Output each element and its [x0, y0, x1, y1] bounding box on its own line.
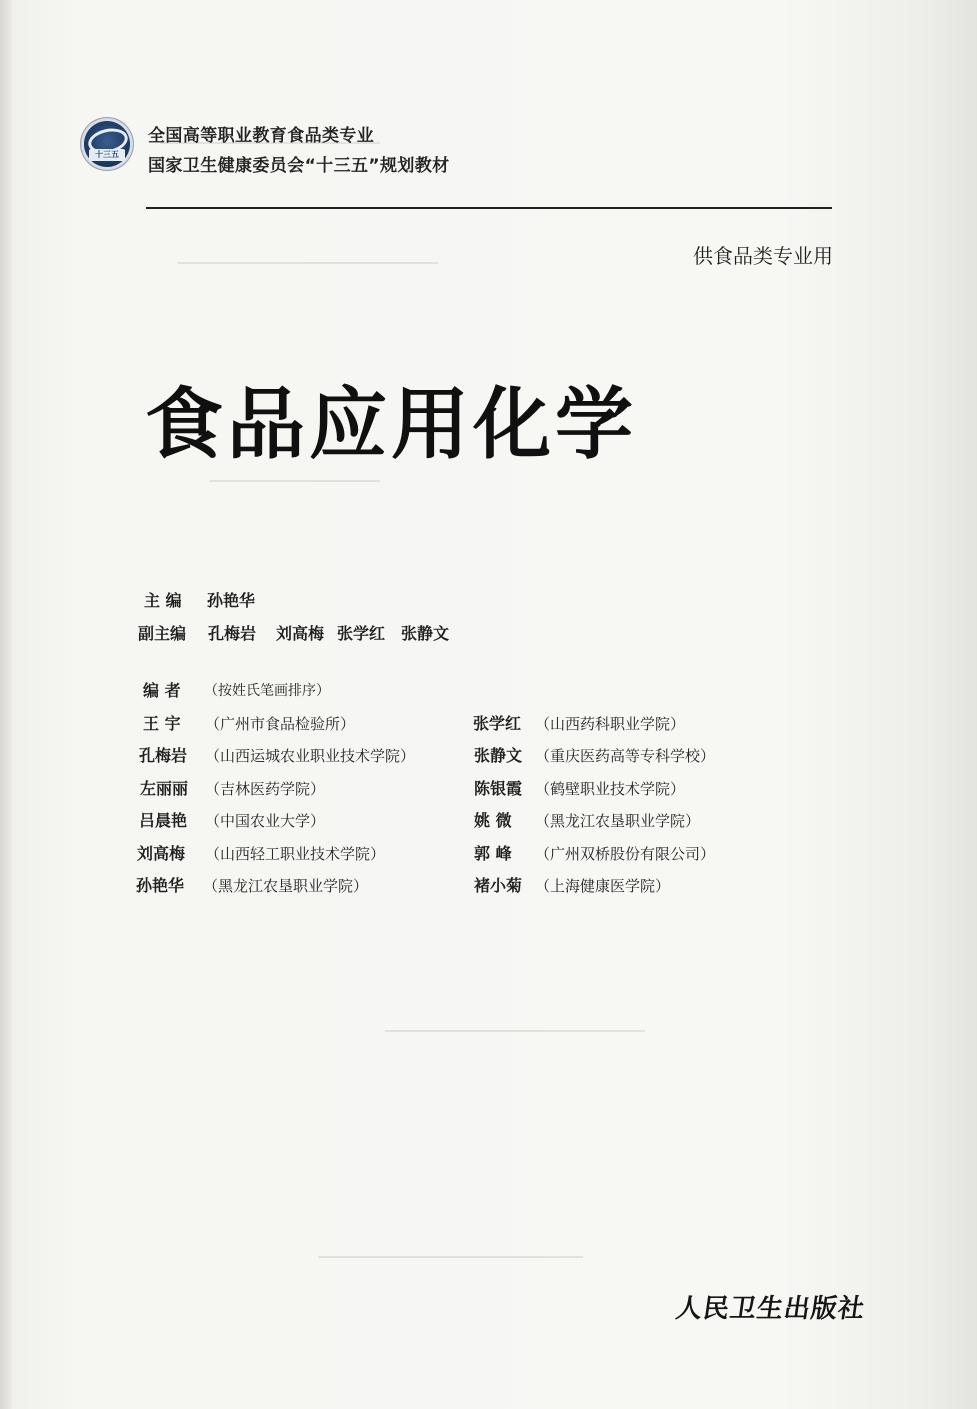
editor-affiliation: （山西药科职业学院）: [535, 715, 686, 733]
editor-name: 刘高梅: [137, 844, 186, 863]
bleed-through-line: [210, 480, 380, 482]
deputy-editor-name: 刘高梅: [276, 624, 325, 643]
editor-name: 王 宇: [143, 714, 181, 733]
editor-affiliation: （山西运城农业职业技术学院）: [205, 747, 416, 765]
logo-label: 十三五: [89, 149, 125, 161]
editor-name: 孙艳华: [136, 876, 185, 895]
deputy-editor-name: 孔梅岩: [208, 624, 257, 643]
editor-name: 孔梅岩: [139, 746, 188, 765]
series-logo-icon: [81, 118, 133, 170]
publisher-name: 人民卫生出版社: [673, 1294, 868, 1324]
editors-order-note: （按姓氏笔画排序）: [204, 683, 330, 699]
editor-affiliation: （黑龙江农垦职业学院）: [535, 812, 701, 830]
series-title-line-1: 全国高等职业教育食品类专业: [148, 126, 375, 146]
deputy-editor-label: 副主编: [138, 624, 187, 643]
editor-name: 褚小菊: [474, 876, 523, 895]
chief-editor-name: 孙艳华: [207, 591, 256, 610]
editor-affiliation: （广州双桥股份有限公司）: [535, 845, 716, 863]
header-divider: [146, 207, 832, 209]
page-edge-shadow: [0, 0, 12, 1409]
editor-affiliation: （中国农业大学）: [205, 812, 326, 830]
editor-affiliation: （广州市食品检验所）: [205, 715, 356, 733]
editor-name: 陈银霞: [474, 779, 523, 798]
editor-affiliation: （吉林医药学院）: [205, 780, 326, 798]
bleed-through-line: [385, 1030, 645, 1032]
editor-affiliation: （山西轻工职业技术学院）: [205, 845, 386, 863]
editor-affiliation: （重庆医药高等专科学校）: [535, 747, 716, 765]
editor-affiliation: （黑龙江农垦职业学院）: [203, 877, 369, 895]
editor-affiliation: （上海健康医学院）: [535, 877, 671, 895]
series-title-line-2: 国家卫生健康委员会“十三五”规划教材: [148, 156, 450, 176]
bleed-through-line: [318, 1256, 583, 1258]
editor-name: 左丽丽: [140, 779, 189, 798]
book-title: 食品应用化学: [145, 379, 638, 470]
editor-name: 张静文: [474, 746, 523, 765]
editor-name: 郭 峰: [474, 844, 512, 863]
chief-editor-label: 主 编: [144, 591, 182, 610]
editor-name: 姚 微: [474, 811, 512, 830]
bleed-through-line: [178, 262, 438, 264]
editor-name: 吕晨艳: [139, 811, 188, 830]
editor-affiliation: （鹤壁职业技术学院）: [535, 780, 686, 798]
deputy-editor-name: 张静文: [401, 624, 450, 643]
editors-label: 编 者: [143, 681, 181, 700]
editor-name: 张学红: [473, 714, 522, 733]
deputy-editor-name: 张学红: [337, 624, 386, 643]
intended-use-label: 供食品类专业用: [693, 244, 833, 268]
